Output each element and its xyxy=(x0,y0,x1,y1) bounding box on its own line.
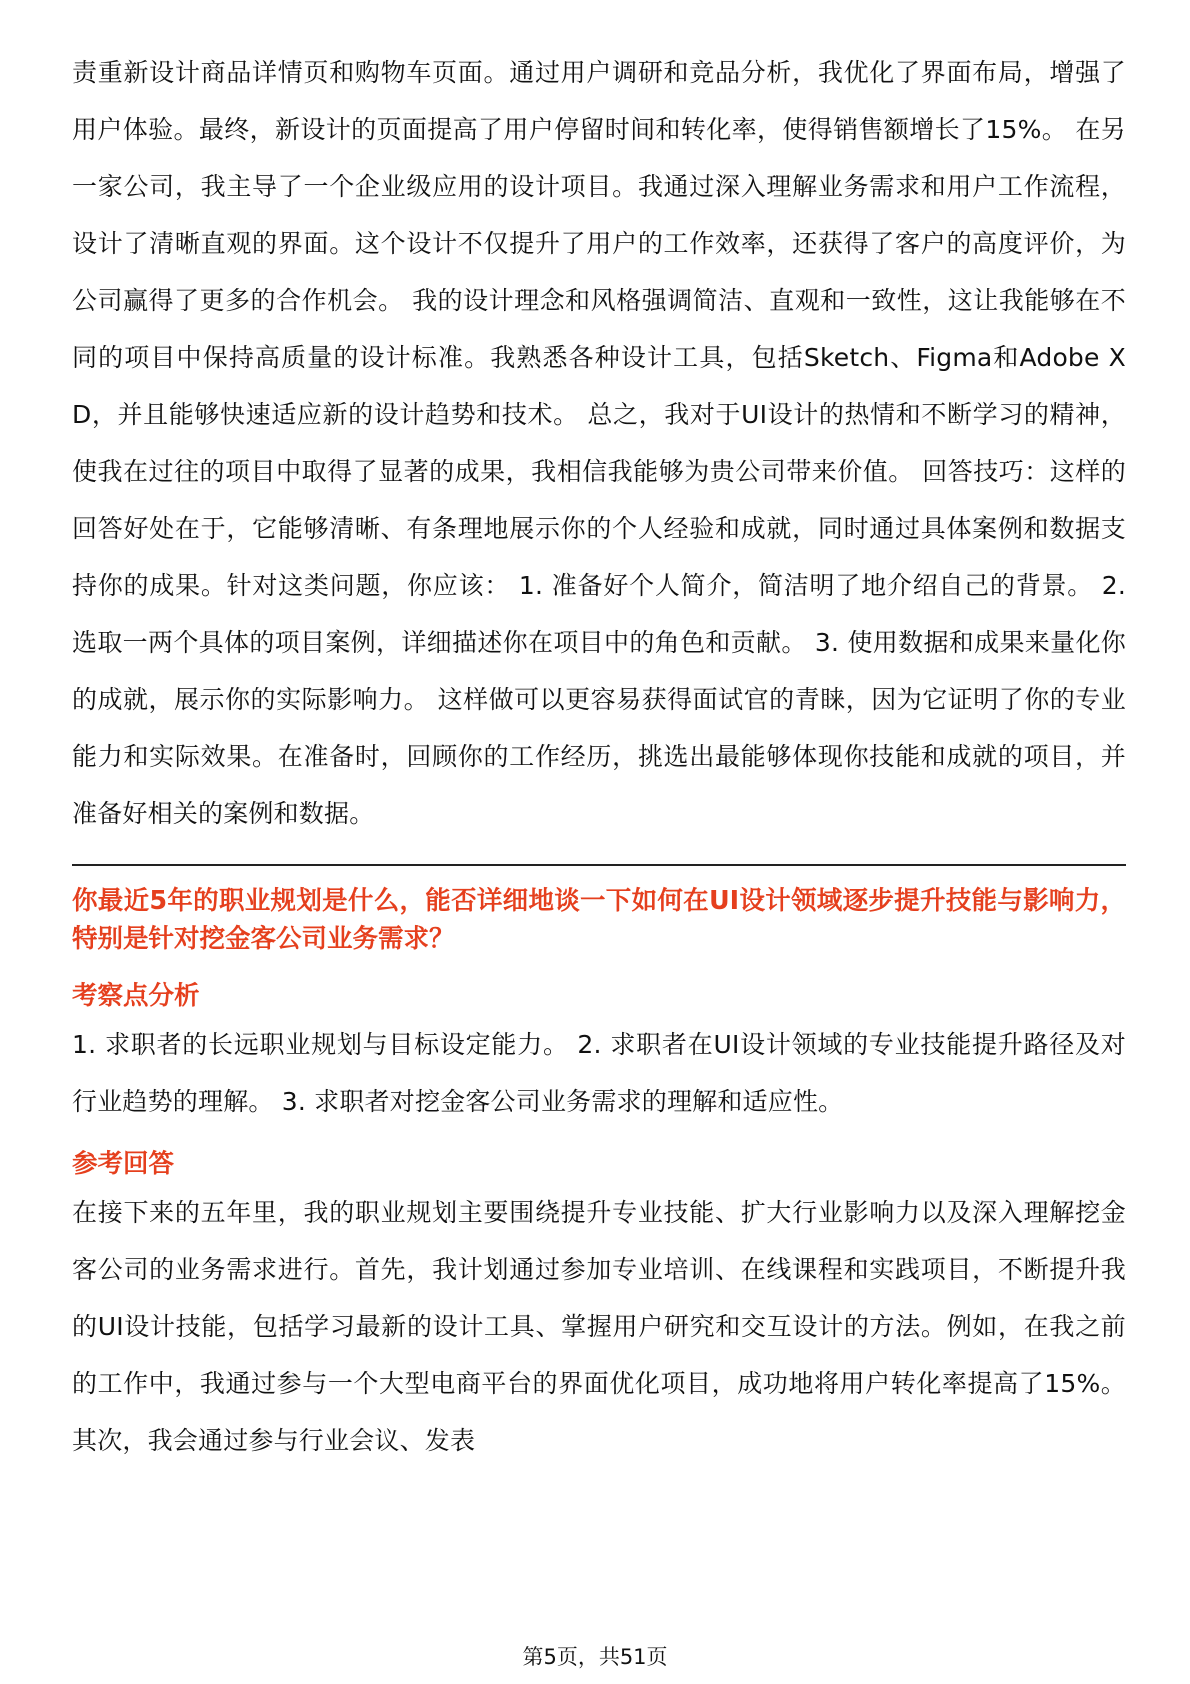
intro-paragraph: 责重新设计商品详情页和购物车页面。通过用户调研和竞品分析，我优化了界面布局，增强了用户体验。最终，新设计的页面提高了用户停留时间和转化率，使得销售额增长了15%。 在另一家公司，我主导了一个企业级应用的设计项目。我通过深入理解业务需求和用户工作流程，设计了清晰直观的界面。这个设计不仅提升了用户的工作效率，还获得了客户的高度评价，为公司赢得了更多的合作机会。 我的设计理念和风格强调简洁、直观和一致性，这让我能够在不同的项目中保持高质量的设计标准。我熟悉各种设计工具，包括Sketch、Figma和Adobe XD，并且能够快速适应新的设计趋势和技术。 总之，我对于UI设计的热情和不断学习的精神，使我在过往的项目中取得了显著的成果，我相信我能够为贵公司带来价值。 回答技巧：这样的回答好处在于，它能够清晰、有条理地展示你的个人经验和成就，同时通过具体案例和数据支持你的成果。针对这类问题，你应该： 1. 准备好个人简介，简洁明了地介绍自己的背景。 2. 选取一两个具体的项目案例，详细描述你在项目中的角色和贡献。 3. 使用数据和成果来量化你的成就，展示你的实际影响力。 这样做可以更容易获得面试官的青睐，因为它证明了你的专业能力和实际效果。在准备时，回顾你的工作经历，挑选出最能够体现你技能和成就的项目，并准备好相关的案例和数据。 xyxy=(72,58,1126,828)
section-divider xyxy=(72,864,1126,866)
interview-question: 你最近5年的职业规划是什么，能否详细地谈一下如何在UI设计领域逐步提升技能与影响力，特别是针对挖金客公司业务需求？ xyxy=(72,886,1126,954)
page-number: 第5页，共51页 xyxy=(522,1645,668,1669)
analysis-heading: 考察点分析 xyxy=(72,981,200,1011)
document-page xyxy=(72,44,1126,1469)
answer-heading: 参考回答 xyxy=(72,1149,175,1179)
answer-paragraph: 在接下来的五年里，我的职业规划主要围绕提升专业技能、扩大行业影响力以及深入理解挖金客公司的业务需求进行。首先，我计划通过参加专业培训、在线课程和实践项目，不断提升我的UI设计技能，包括学习最新的设计工具、掌握用户研究和交互设计的方法。例如，在我之前的工作中，我通过参与一个大型电商平台的界面优化项目，成功地将用户转化率提高了15%。 其次，我会通过参与行业会议、发表 xyxy=(72,1198,1126,1455)
analysis-paragraph: 1. 求职者的长远职业规划与目标设定能力。 2. 求职者在UI设计领域的专业技能提升路径及对行业趋势的理解。 3. 求职者对挖金客公司业务需求的理解和适应性。 xyxy=(72,1030,1126,1116)
